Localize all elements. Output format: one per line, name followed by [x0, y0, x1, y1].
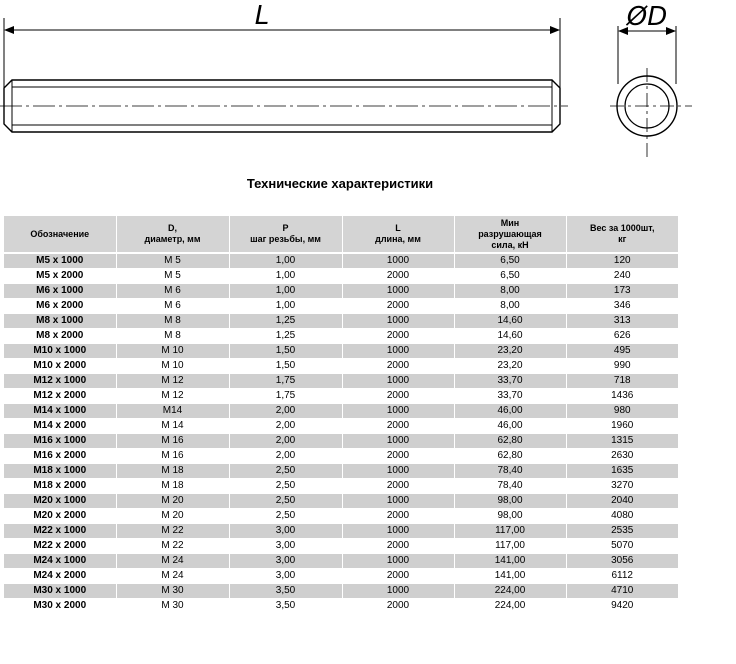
header-breaking-force: Мин разрушающая сила, кН	[454, 216, 566, 253]
cell-length: 1000	[342, 554, 454, 569]
cell-weight: 346	[566, 299, 678, 314]
cell-diameter: M 8	[116, 329, 229, 344]
cell-weight: 9420	[566, 599, 678, 614]
cell-breaking-force: 33,70	[454, 389, 566, 404]
cell-length: 2000	[342, 449, 454, 464]
cell-designation: M8 x 2000	[4, 329, 116, 344]
cell-diameter: M 5	[116, 269, 229, 284]
cell-designation: M14 x 1000	[4, 404, 116, 419]
cell-diameter: M 12	[116, 389, 229, 404]
cell-designation: M22 x 2000	[4, 539, 116, 554]
cell-breaking-force: 62,80	[454, 449, 566, 464]
cell-designation: M12 x 1000	[4, 374, 116, 389]
cell-diameter: M 18	[116, 479, 229, 494]
cell-weight: 3270	[566, 479, 678, 494]
table-row	[4, 434, 678, 449]
cell-weight: 1635	[566, 464, 678, 479]
cell-designation: M16 x 2000	[4, 449, 116, 464]
cell-breaking-force: 23,20	[454, 359, 566, 374]
cell-breaking-force: 23,20	[454, 344, 566, 359]
table-row	[4, 329, 678, 344]
table-body	[4, 253, 678, 614]
cell-length: 1000	[342, 253, 454, 269]
cell-weight: 6112	[566, 569, 678, 584]
table-row	[4, 284, 678, 299]
cell-thread-pitch: 2,00	[229, 404, 342, 419]
header-designation: Обозначение	[4, 216, 116, 253]
cell-thread-pitch: 3,00	[229, 569, 342, 584]
cell-thread-pitch: 3,00	[229, 554, 342, 569]
cell-thread-pitch: 1,50	[229, 344, 342, 359]
cell-designation: M12 x 2000	[4, 389, 116, 404]
cell-breaking-force: 46,00	[454, 404, 566, 419]
header-weight: Вес за 1000шт, кг	[566, 216, 678, 253]
cell-length: 1000	[342, 404, 454, 419]
table-row	[4, 494, 678, 509]
cell-weight: 2535	[566, 524, 678, 539]
cell-length: 2000	[342, 389, 454, 404]
cell-diameter: M 8	[116, 314, 229, 329]
cell-weight: 313	[566, 314, 678, 329]
cell-diameter: M 16	[116, 449, 229, 464]
cell-thread-pitch: 2,50	[229, 494, 342, 509]
table-row	[4, 539, 678, 554]
cell-breaking-force: 33,70	[454, 374, 566, 389]
table-row	[4, 359, 678, 374]
cell-designation: M5 x 2000	[4, 269, 116, 284]
cell-breaking-force: 224,00	[454, 584, 566, 599]
cell-length: 1000	[342, 524, 454, 539]
cell-diameter: M 18	[116, 464, 229, 479]
cell-thread-pitch: 2,00	[229, 449, 342, 464]
table-row	[4, 599, 678, 614]
cell-length: 1000	[342, 284, 454, 299]
cell-breaking-force: 141,00	[454, 569, 566, 584]
cell-weight: 1960	[566, 419, 678, 434]
cell-designation: M10 x 1000	[4, 344, 116, 359]
cell-length: 2000	[342, 359, 454, 374]
cell-breaking-force: 46,00	[454, 419, 566, 434]
cell-diameter: M 5	[116, 253, 229, 269]
threaded-rod-drawing	[0, 0, 736, 170]
cell-breaking-force: 8,00	[454, 284, 566, 299]
cell-length: 1000	[342, 434, 454, 449]
cell-thread-pitch: 1,25	[229, 314, 342, 329]
cell-breaking-force: 78,40	[454, 479, 566, 494]
header-length: L длина, мм	[342, 216, 454, 253]
table-row	[4, 374, 678, 389]
cell-length: 1000	[342, 344, 454, 359]
cell-thread-pitch: 1,75	[229, 389, 342, 404]
cell-thread-pitch: 2,00	[229, 434, 342, 449]
cell-diameter: M14	[116, 404, 229, 419]
diameter-label: ØD	[626, 2, 668, 32]
cell-designation: M18 x 1000	[4, 464, 116, 479]
cell-breaking-force: 224,00	[454, 599, 566, 614]
cell-length: 2000	[342, 569, 454, 584]
table-row	[4, 404, 678, 419]
cell-weight: 626	[566, 329, 678, 344]
header-thread-pitch: P шаг резьбы, мм	[229, 216, 342, 253]
table-row	[4, 449, 678, 464]
cell-thread-pitch: 3,00	[229, 539, 342, 554]
cell-designation: M18 x 2000	[4, 479, 116, 494]
cell-diameter: M 20	[116, 509, 229, 524]
cell-diameter: M 24	[116, 569, 229, 584]
cell-thread-pitch: 1,25	[229, 329, 342, 344]
cell-weight: 990	[566, 359, 678, 374]
cell-weight: 2040	[566, 494, 678, 509]
cell-diameter: M 16	[116, 434, 229, 449]
cell-breaking-force: 6,50	[454, 253, 566, 269]
cell-breaking-force: 117,00	[454, 539, 566, 554]
section-title: Технические характеристики	[246, 176, 434, 191]
cell-weight: 2630	[566, 449, 678, 464]
table-row	[4, 253, 678, 269]
table-header-row	[4, 216, 678, 253]
cell-breaking-force: 98,00	[454, 494, 566, 509]
cell-weight: 4080	[566, 509, 678, 524]
cell-length: 1000	[342, 374, 454, 389]
cell-length: 2000	[342, 539, 454, 554]
cell-breaking-force: 62,80	[454, 434, 566, 449]
cell-thread-pitch: 3,50	[229, 599, 342, 614]
cell-diameter: M 30	[116, 599, 229, 614]
table-row	[4, 554, 678, 569]
cell-diameter: M 24	[116, 554, 229, 569]
cell-breaking-force: 141,00	[454, 554, 566, 569]
cell-weight: 980	[566, 404, 678, 419]
cell-thread-pitch: 1,00	[229, 299, 342, 314]
cell-diameter: M 30	[116, 584, 229, 599]
table-row	[4, 479, 678, 494]
table-row	[4, 344, 678, 359]
cell-weight: 3056	[566, 554, 678, 569]
cell-designation: M24 x 1000	[4, 554, 116, 569]
cell-breaking-force: 6,50	[454, 269, 566, 284]
table-row	[4, 509, 678, 524]
cell-designation: M22 x 1000	[4, 524, 116, 539]
cell-weight: 495	[566, 344, 678, 359]
rod-side-view	[0, 80, 568, 132]
cell-designation: M10 x 2000	[4, 359, 116, 374]
cell-diameter: M 22	[116, 539, 229, 554]
cell-thread-pitch: 3,00	[229, 524, 342, 539]
cell-diameter: M 12	[116, 374, 229, 389]
cell-length: 1000	[342, 494, 454, 509]
cell-diameter: M 20	[116, 494, 229, 509]
cell-length: 2000	[342, 269, 454, 284]
cell-designation: M6 x 1000	[4, 284, 116, 299]
cell-designation: M14 x 2000	[4, 419, 116, 434]
cell-weight: 718	[566, 374, 678, 389]
cell-breaking-force: 14,60	[454, 314, 566, 329]
table-row	[4, 419, 678, 434]
length-dimension	[4, 1, 560, 88]
length-label: L	[254, 1, 270, 31]
cell-thread-pitch: 3,50	[229, 584, 342, 599]
cell-breaking-force: 8,00	[454, 299, 566, 314]
cell-thread-pitch: 2,00	[229, 419, 342, 434]
cell-length: 2000	[342, 599, 454, 614]
cell-designation: M24 x 2000	[4, 569, 116, 584]
cell-thread-pitch: 2,50	[229, 509, 342, 524]
cell-diameter: M 10	[116, 344, 229, 359]
table-row	[4, 524, 678, 539]
cell-designation: M30 x 2000	[4, 599, 116, 614]
cell-diameter: M 10	[116, 359, 229, 374]
table-row	[4, 464, 678, 479]
cell-thread-pitch: 2,50	[229, 479, 342, 494]
cell-designation: M8 x 1000	[4, 314, 116, 329]
cell-thread-pitch: 1,50	[229, 359, 342, 374]
header-diameter: D, диаметр, мм	[116, 216, 229, 253]
table-row	[4, 269, 678, 284]
cell-designation: M20 x 1000	[4, 494, 116, 509]
cell-length: 1000	[342, 464, 454, 479]
cell-diameter: M 22	[116, 524, 229, 539]
cell-length: 2000	[342, 299, 454, 314]
cell-designation: M30 x 1000	[4, 584, 116, 599]
cell-thread-pitch: 1,75	[229, 374, 342, 389]
cell-length: 2000	[342, 419, 454, 434]
cell-breaking-force: 78,40	[454, 464, 566, 479]
cell-weight: 120	[566, 253, 678, 269]
cell-length: 2000	[342, 479, 454, 494]
cell-diameter: M 6	[116, 299, 229, 314]
cell-designation: M20 x 2000	[4, 509, 116, 524]
table-row	[4, 314, 678, 329]
cell-thread-pitch: 1,00	[229, 253, 342, 269]
specifications-table	[4, 216, 678, 614]
cell-weight: 173	[566, 284, 678, 299]
cell-weight: 1436	[566, 389, 678, 404]
cell-weight: 4710	[566, 584, 678, 599]
cell-length: 2000	[342, 509, 454, 524]
cell-length: 1000	[342, 584, 454, 599]
cell-length: 2000	[342, 329, 454, 344]
cell-designation: M5 x 1000	[4, 253, 116, 269]
rod-end-view	[610, 68, 692, 158]
cell-diameter: M 14	[116, 419, 229, 434]
table-row	[4, 389, 678, 404]
table-row	[4, 299, 678, 314]
cell-designation: M16 x 1000	[4, 434, 116, 449]
cell-designation: M6 x 2000	[4, 299, 116, 314]
cell-thread-pitch: 2,50	[229, 464, 342, 479]
table-row	[4, 584, 678, 599]
cell-length: 1000	[342, 314, 454, 329]
cell-breaking-force: 98,00	[454, 509, 566, 524]
cell-thread-pitch: 1,00	[229, 284, 342, 299]
cell-breaking-force: 117,00	[454, 524, 566, 539]
table-row	[4, 569, 678, 584]
cell-weight: 240	[566, 269, 678, 284]
cell-weight: 1315	[566, 434, 678, 449]
cell-breaking-force: 14,60	[454, 329, 566, 344]
cell-diameter: M 6	[116, 284, 229, 299]
cell-weight: 5070	[566, 539, 678, 554]
cell-thread-pitch: 1,00	[229, 269, 342, 284]
